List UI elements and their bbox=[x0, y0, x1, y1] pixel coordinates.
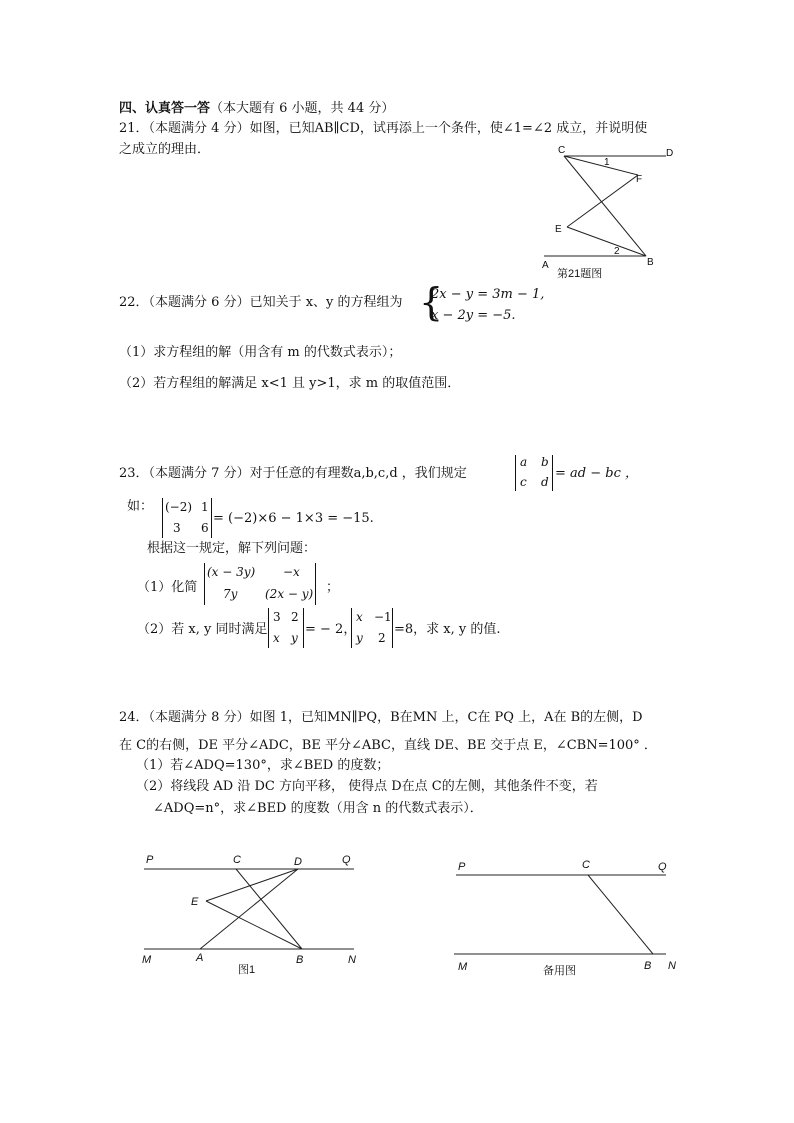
ex-cell-a: (−2) bbox=[165, 500, 193, 514]
cell-a: a bbox=[520, 455, 528, 469]
section-header bbox=[119, 100, 394, 118]
line-cb bbox=[236, 869, 302, 949]
p2b-cell-b: −1 bbox=[374, 610, 392, 624]
q23-stem: 23．（本题满分 7 分）对于任意的有理数a,b,c,d ，我们规定 bbox=[119, 466, 467, 481]
label-a: A bbox=[542, 260, 549, 271]
q21-lines bbox=[544, 156, 666, 256]
fig1-label-m: M bbox=[142, 954, 152, 966]
q23-p2b-det bbox=[351, 608, 393, 648]
q21-figure bbox=[530, 142, 690, 282]
q23-ex-label: 如： bbox=[127, 499, 154, 514]
ex-cell-d: 6 bbox=[201, 521, 209, 535]
label-e: E bbox=[555, 224, 562, 235]
q23-p1-label: （1）化简 bbox=[137, 580, 198, 595]
fig1-lines bbox=[144, 869, 354, 949]
q24-line1: 24．（本题满分 8 分）如图 1，已知MN∥PQ，B在MN 上，C在 PQ 上，A在 B的左侧，D bbox=[119, 710, 643, 725]
line-ad bbox=[200, 869, 298, 949]
cell-d: d bbox=[541, 475, 549, 489]
q23-p2-label: （2）若 x, y 同时满足 bbox=[137, 622, 268, 637]
q24-line2: 在 C的右侧，DE 平分∠ADC，BE 平分∠ABC，直线 DE、BE 交于点 E，∠CBN=100° ． bbox=[119, 738, 657, 753]
p2b-cell-c: y bbox=[356, 631, 363, 645]
p2a-cell-c: x bbox=[273, 631, 280, 645]
cell-c: c bbox=[520, 475, 527, 489]
q21-line1: 21．（本题满分 4 分）如图，已知AB∥CD，试再添上一个条件，使∠1=∠2 成立，并说明使 bbox=[119, 121, 648, 136]
p2a-cell-b: 2 bbox=[291, 610, 299, 624]
fig1-label-n: N bbox=[348, 954, 356, 966]
line-de bbox=[206, 869, 298, 901]
p1-cell-d: (2x − y) bbox=[265, 587, 314, 601]
label-b: B bbox=[647, 257, 654, 268]
fig1-label-e: E bbox=[191, 896, 199, 908]
cell-b: b bbox=[541, 455, 549, 469]
q24-figure-1 bbox=[136, 845, 376, 980]
p2a-cell-d: y bbox=[291, 631, 298, 645]
q24-part1: （1）若∠ADQ=130°，求∠BED 的度数； bbox=[136, 758, 390, 773]
fig1-label-a: A bbox=[196, 952, 204, 964]
q23-ex-rhs: = (−2)×6 − 1×3 = −15. bbox=[213, 511, 374, 526]
p2b-cell-d: 2 bbox=[378, 631, 386, 645]
line-cb bbox=[588, 875, 653, 954]
fig2-label-c: C bbox=[582, 859, 590, 871]
fig1-label-b: B bbox=[296, 954, 304, 966]
fig2-lines bbox=[454, 875, 666, 954]
q23-p2a-rhs: = − 2， bbox=[305, 622, 357, 637]
label-1: 1 bbox=[604, 157, 610, 168]
q23-p2a-det bbox=[268, 608, 304, 648]
ex-cell-b: 1 bbox=[201, 500, 209, 514]
q24-part2a: （2）将线段 AD 沿 DC 方向平移， 使得点 D在点 C的左侧，其他条件不变，若 bbox=[136, 779, 598, 794]
q23-p1-det bbox=[204, 563, 316, 605]
q23-def-rhs: = ad − bc ， bbox=[555, 466, 638, 481]
section-title: 四、认真答一答 bbox=[119, 101, 211, 116]
q21-caption: 第21题图 bbox=[557, 268, 603, 280]
fig2-label-b: B bbox=[644, 960, 652, 972]
label-f: F bbox=[636, 174, 643, 185]
fig1-label-c: C bbox=[233, 854, 241, 866]
fig2-label-m: M bbox=[458, 961, 468, 973]
fig2-label-n: N bbox=[668, 960, 676, 972]
q23-p1-end: ； bbox=[326, 580, 340, 595]
p1-cell-a: (x − 3y) bbox=[207, 565, 256, 579]
q24-figure-backup bbox=[448, 850, 688, 985]
q23-def-det bbox=[515, 455, 553, 491]
q22-stem: 22．（本题满分 6 分）已知关于 x、y 的方程组为 bbox=[119, 295, 403, 310]
line-eb bbox=[206, 901, 302, 949]
q23-intro: 根据这一规定，解下列问题： bbox=[147, 541, 317, 556]
line-fe bbox=[567, 175, 638, 227]
p2a-cell-a: 3 bbox=[273, 610, 281, 624]
fig1-label-p: P bbox=[146, 854, 154, 866]
fig1-label-q: Q bbox=[342, 854, 351, 866]
q22-brace: { bbox=[419, 280, 444, 324]
section-note: （本大题有 6 小题，共 44 分） bbox=[210, 101, 395, 116]
q23-p2b-rhs: =8，求 x, y 的值. bbox=[394, 622, 501, 637]
q22-part1: （1）求方程组的解（用含有 m 的代数式表示）； bbox=[119, 345, 402, 360]
p1-cell-b: −x bbox=[283, 565, 300, 579]
fig2-label-q: Q bbox=[658, 861, 667, 873]
label-c: C bbox=[558, 145, 566, 156]
fig1-label-d: D bbox=[294, 856, 302, 868]
line-cf bbox=[564, 156, 638, 175]
label-2: 2 bbox=[614, 246, 620, 257]
p2b-cell-a: x bbox=[356, 610, 363, 624]
q22-part2: （2）若方程组的解满足 x<1 且 y>1，求 m 的取值范围． bbox=[119, 376, 461, 391]
q22-eq1: 2x − y = 3m − 1, bbox=[431, 287, 545, 302]
label-d: D bbox=[666, 148, 674, 159]
p1-cell-c: 7y bbox=[223, 587, 238, 601]
q21-line2: 之成立的理由． bbox=[119, 142, 211, 157]
fig2-label-p: P bbox=[458, 861, 466, 873]
q24-part2b: ∠ADQ=n°，求∠BED 的度数（用含 n 的代数式表示）． bbox=[153, 801, 483, 816]
q22-eq2: x − 2y = −5. bbox=[431, 308, 516, 323]
fig1-caption: 图1 bbox=[238, 964, 256, 976]
q23-ex-det bbox=[162, 498, 212, 538]
ex-cell-c: 3 bbox=[173, 521, 181, 535]
fig2-caption: 备用图 bbox=[543, 965, 576, 977]
